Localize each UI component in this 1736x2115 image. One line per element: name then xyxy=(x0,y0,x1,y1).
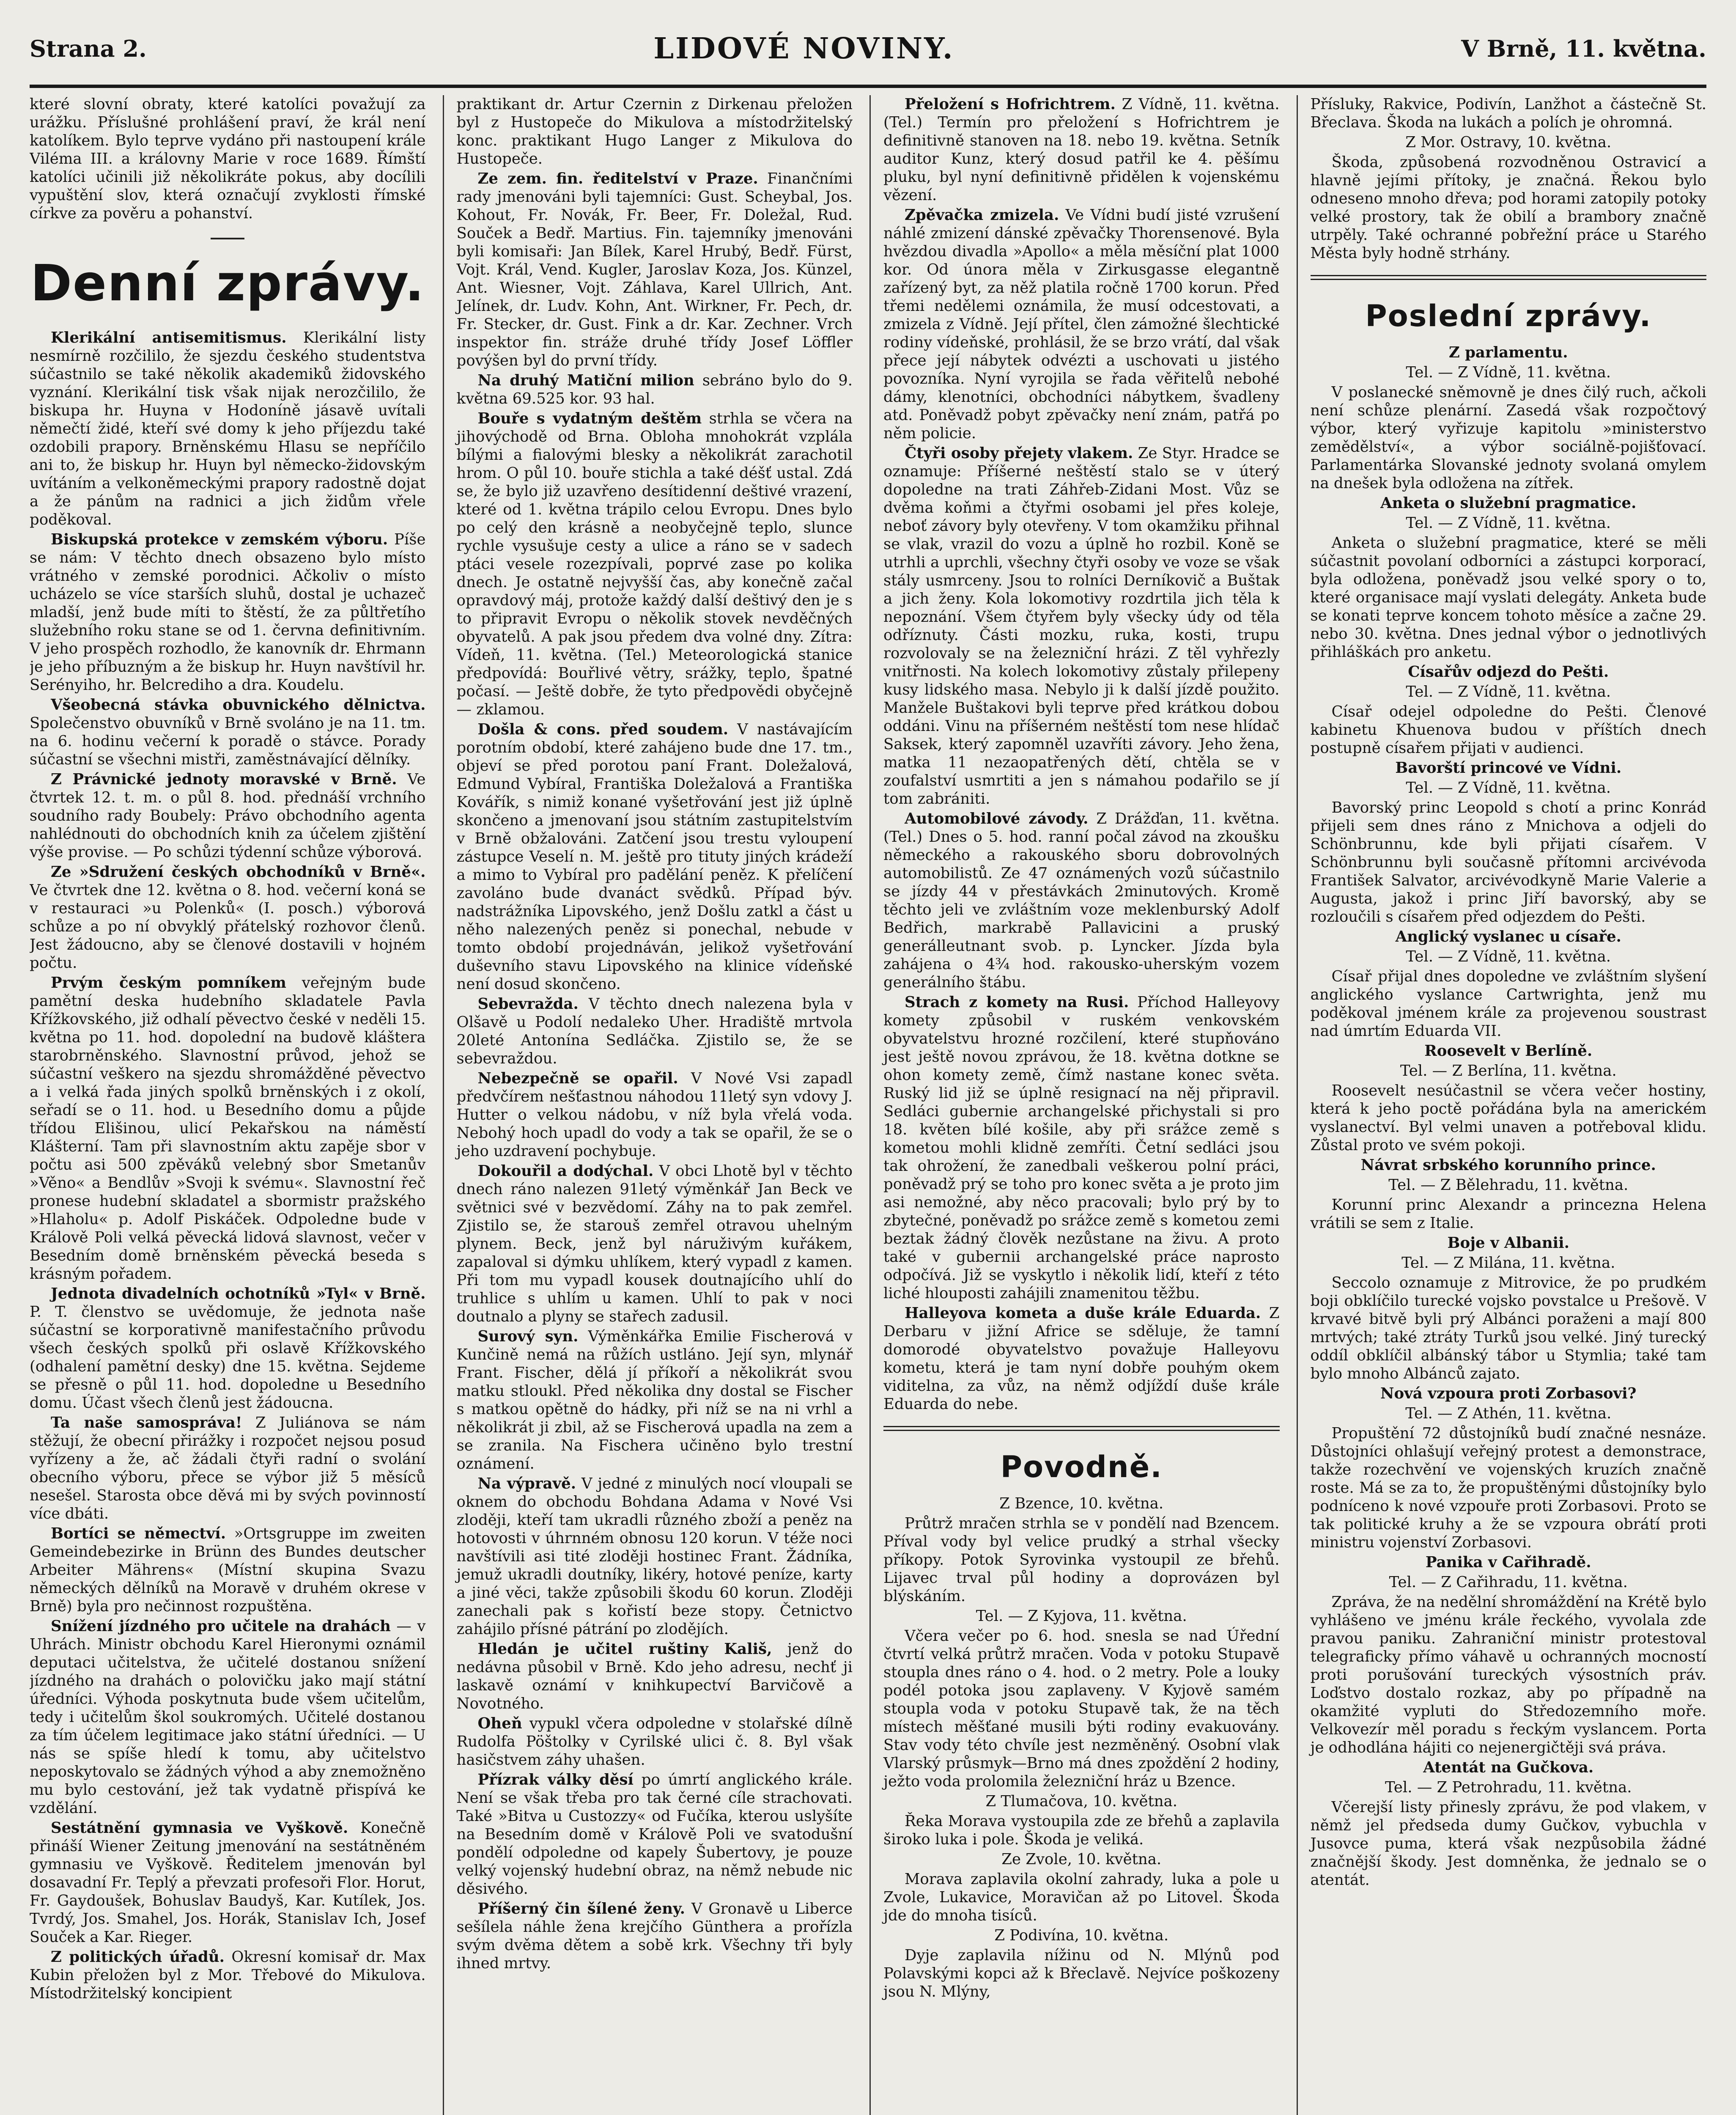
article-body: V poslanecké sněmovně je dnes čilý ruch, ačkoli není schůze plenární. Zasedá však rozpočtový výbor, který vyřizuje kapitolu »ministerstvo zemědělství«, a výbor sociálně-pojišťovací. Parlamentárka Slovanské jednoty svolaná omylem na dnešek byla odložena na zítřek. xyxy=(1310,384,1706,492)
dateline: Tel. — Z Milána, 11. května. xyxy=(1401,1254,1615,1272)
article xyxy=(457,995,853,1068)
article-body: Ve čtvrtek dne 12. května o 8. hod. večerní koná se v restauraci »u Polenků« (I. posch.) výborová schůze a po ní obvyklý přátelský rozhovor členů. Jest žádoucno, aby se členové dostavili v hojném počtu. xyxy=(30,882,426,972)
article-head: Prvým českým pomníkem xyxy=(51,974,286,992)
article-body: Ze Styr. Hradce se oznamuje: Příšerné neštěstí stalo se v úterý dopoledne na trati Záhřeb-Zidani Most. Vůz se dvěma koňmi a čtyřmi osobami jel přes koleje, neboť závory byly otevřeny. V tom okamžiku přihnal se vlak, vrazil do vozu a úplně ho rozbil. Koně se utrhli a uprchli, všechny čtyři osoby ve voze se však stály usmrceny. Jsou to rolníci Derníkovič a Buštak a jich ženy. Kola lokomotivy rozdrtila jich těla k nepoznání. Všem čtyřem byly všecky údy od těla odříznuty. Části mozku, ruka, kosti, trupu rozvolovaly se na železniční hrázi. Z těl vyhřezly vnitřnosti. Na kolech lokomotivy zůstaly přilepeny kusy lidského masa. Nebylo ji k další jízdě použito. Manžele Buštakovi byli teprve před krátkou dobou oddáni. Vinu na příšerném neštěstí tom nese hlídač Saksek, který zapomněl uzavříti závory. Jeho žena, matka 11 nezaopatřených dětí, chtěla se v zoufalství usmrtiti a jen s námahou podařilo se jí tom zabrániti. xyxy=(883,445,1280,808)
article-body: V nastávajícím porotním období, které zahájeno bude dne 17. tm., objeví se před porotou paní Frant. Doležalová, Edmund Vybíral, Františka Doležalová a Františka Kovářík, s nimiž konané vyšetřování jest již úplně skončeno a jmenovaní jsou státním zastupitelstvím v Brně obžalováni. Zatčení jsou trestu vyloupení zástupce Veselí n. M. ještě pro tituty jiných krádeží a mimo to Vybíral pro padělání peněz. K přelíčení zavoláno bude dvanáct svědků. Případ býv. nadstrážníka Lipovského, jenž Došlu zatkl a část u něho nalezených peněz si ponechal, nebude v tomto období projednáván, jelikož vyšetřování duševního stavu Lipovského na klinice vídeňské není dosud skončeno. xyxy=(456,721,853,993)
article-body: veřejným bude pamětní deska hudebního skladatele Pavla Křížkovského, již odhalí pěvectvo české v neděli 15. května po 11. hod. dopolední na budově kláštera starobrněnského. Slavnostní průvod, jehož se súčastní veškero na sjezdu shromážděné pěvectvo a i velká řada jiných spolků brněnských i z okolí, seřadí se o 11. hod. u Besedního domu a půjde třídou Elišinou, ulicí Pekařskou na náměstí Klášterní. Tam při slavnostním aktu zapěje sbor v počtu asi 500 zpěváků velebný sbor Smetanův »Věno« a Bendlův »Svoji k svému«. Slavnostní řeč pronese hudební skladatel a sbormistr pražského »Hlaholu« p. Adolf Piskáček. Odpoledne bude v Králově Poli velká pěvecká lidová slavnost, večer v Besedním domě brněnském pěvecká beseda s krásným pořadem. xyxy=(30,974,426,1283)
article-body: V obci Lhotě byl v těchto dnech ráno nalezen 91letý výměnkář Jan Beck ve světnici své v bezvědomí. Záhy na to pak zemřel. Zjistilo se, že starouš zemřel otravou uhelným plynem. Beck, jenž byl náruživým kuřákem, zapaloval si dýmku uhlíkem, který vypadl z kamen. Při tom mu vypadl kousek doutnajícího uhlí do truhlice s uhlím u kamen. Uhlí to pak v noci doutnalo a plyny se stařech zadusil. xyxy=(456,1162,853,1325)
article-head: Přeložení s Hofrichtrem. xyxy=(905,96,1116,113)
article-head: Čtyři osoby přejety vlakem. xyxy=(905,445,1133,462)
article-body: V Gronavě u Liberce sešílela náhle žena krejčího Günthera a prořízla svým dvěma dětem a sobě krk. Všechny tři byly ihned mrtvy. xyxy=(456,1900,853,1972)
article-head: Anketa o služební pragmatice. xyxy=(1380,494,1637,512)
article-body: Anketa o služební pragmatice, které se měli súčastnit povolaní odborníci a zástupci korporací, byla odložena, poněvadž jsou velké spory o to, které organisace mají vyslati delegáty. Anketa bude se konati teprve koncem tohoto měsíce a začne 29. nebo 30. května. Dnes jednal výbor o jednotlivých přihláškách pro anketu. xyxy=(1310,534,1706,661)
article-body: Příchod Halleyovy komety způsobil v ruském venkovském obyvatelstvu hrozné rozčilení, které stupňováno jest ještě novou zprávou, že 18. května dotkne se ohon komety země, čímž nastane konec světa. Ruský lid již se úplně resignací na něj připravil. Sedláci gubernie archangelské přichystali si pro 18. květen bílé košile, aby při srážce země s kometou mohli klidně zemříti. Četní sedláci jsou tak ohrožení, že zanedbali veškerou polní práci, poněvadž prý se toho pro konec světa a je proto jim asi nemožné, aby něco pracovali; bylo prý by to zbytečné, poněvadž po srážce země s kometou zemi beztak žádný člověk nezůstane na živu. A proto také v gubernii archangelské práce naprosto odpočívá. Již se vyskytlo i několik lidí, kteří z této liché hlouposti zahájili znamenitou těžbu. xyxy=(883,994,1280,1302)
article-head: Boje v Albanii. xyxy=(1447,1234,1569,1252)
article-body: Zpráva, že na nedělní shromáždění na Krétě bylo vyhlášeno ve jménu krále řeckého, vyvolala zde pravou paniku. Zahraniční ministr protestoval telegraficky přímo váhavě u ochranných mocností proti porušování tureckých výsostních práv. Loďstvo dostalo rozkaz, aby po případně na okamžité vypluti do Středozemního moře. Velkovezír měl poradu s řeckým vyslancem. Porta je odhodlána hájiti co nejenergičtěji svá práva. xyxy=(1310,1593,1706,1756)
article xyxy=(457,1714,853,1769)
article-head: Klerikální antisemitismus. xyxy=(51,329,287,346)
article-head: Roosevelt v Berlíně. xyxy=(1424,1042,1593,1060)
article-body: Bavorský princ Leopold s chotí a princ Konrád přijeli sem dnes ráno z Mnichova a odjeli do Schönbrunnu, kde byli přijati císařem. V Schönbrunnu byli současně přítomni arcivévoda František Salvator, arcivévodkyně Marie Valerie a Augusta, jakož i princ Jiří bavorský, aby se rozloučili s císařem před odjezdem do Pešti. xyxy=(1310,799,1706,926)
article xyxy=(30,1617,426,1817)
divider xyxy=(211,238,244,239)
article-body: V Nové Vsi zapadl předvčírem nešťastnou náhodou 11letý syn vdovy J. Hutter o velkou nádobu, v níž byla vřelá voda. Nebohý hoch upadl do vody a tak se opařil, že se o jeho uzdravení pochybuje. xyxy=(456,1070,853,1160)
article-body: Finančními rady jmenováni byli tajemníci: Gust. Scheybal, Jos. Kohout, Fr. Novák, Fr. Beer, Fr. Doležal, Rud. Souček a Bedř. Martius. Fin. tajemníky jmenováni byli komisaři: Jan Bílek, Karel Hrubý, Bedř. Fürst, Vojt. Král, Vend. Kugler, Jaroslav Koza, Jos. Künzel, Ant. Wiesner, Vojt. Záhlava, Karel Ullrich, Ant. Jelínek, dr. Ludv. Kohn, Ant. Wirkner, Fr. Pech, dr. Fr. Stecker, dr. Gust. Fink a dr. Kar. Zechner. Vrch inspektor fin. stráže druhé třídy Josef Löffler povýšen byl do první třídy. xyxy=(456,170,853,369)
dateline: Tel. — Z Vídně, 11. května. xyxy=(1406,779,1611,797)
article-body: Ve čtvrtek 12. t. m. o půl 8. hod. přednáší vrchního soudního rady Boubely: Právo obchodního agenta nahlédnouti do obchodních knih za účelem zjištění výše provise. — Po schůzi týdenní schůze výborová. xyxy=(30,771,426,861)
article-head: Z Právnické jednoty moravské v Brně. xyxy=(51,771,397,788)
column-1 xyxy=(30,95,426,2115)
article xyxy=(457,1162,853,1326)
article xyxy=(883,1304,1280,1413)
dateline: Z Tlumačova, 10. května. xyxy=(985,1793,1178,1810)
section-title-povodne: Povodně. xyxy=(1000,1450,1163,1484)
column-3 xyxy=(869,95,1280,2115)
article-body: Císař přijal dnes dopoledne ve zvláštním slyšení anglického vyslance Cartwrighta, jenž mu poděkoval jménem krále za projevenou soustrast nad úmrtím Eduarda VII. xyxy=(1310,968,1706,1040)
article-head: Příšerný čin šílené ženy. xyxy=(477,1900,686,1917)
article xyxy=(457,1900,853,1972)
article-head: Nová vzpoura proti Zorbasovi? xyxy=(1380,1385,1637,1402)
article xyxy=(30,1948,426,2002)
divider xyxy=(883,1426,1280,1431)
article-head: Snížení jízdného pro učitele na drahách xyxy=(51,1618,391,1635)
dateline: Tel. — Z Cařihradu, 11. května. xyxy=(1389,1574,1628,1591)
article-body: Korunní princ Alexandr a princezna Helena vrátili se sem z Italie. xyxy=(1310,1196,1706,1232)
column-2 xyxy=(443,95,853,2115)
article-head: Jednota divadelních ochotníků »Tyl« v Brně. xyxy=(51,1285,426,1302)
article xyxy=(457,1069,853,1160)
article-head: Atentát na Gučkova. xyxy=(1423,1759,1594,1776)
article xyxy=(883,95,1280,204)
article-body: Ve Vídni budí jisté vzrušení náhlé zmizení dánské zpěvačky Thorensenové. Byla hvězdou divadla »Apollo« a měla měsíční plat 1000 kor. Od února měla v Zirkusgasse elegantně zařízený byt, za něž platila ročně 1700 korun. Před třemi nedělemi oznámila, že musí odcestovati, a zmizela z Vídně. Její přítel, člen zámožné šlechtické rodiny vídeňské, prohlásil, že se brzo vrátí, dal však přece její nábytek odvézti a uschovati u jistého povozníka. Nyní vyrojila se řada věřitelů nebohé dámy, klenotníci, obchodníci nábytkem, švadleny atd. Poněvadž pobyt zpěvačky není znám, patřá po něm policie. xyxy=(883,206,1280,442)
article xyxy=(30,770,426,861)
article-body: Morava zaplavila okolní zahrady, luka a pole u Zvole, Lukavice, Moravičan až po Litovel. Škoda jde do mnoha tisíců. xyxy=(883,1871,1280,1924)
dateline: Tel. — Z Vídně, 11. května. xyxy=(1406,683,1611,700)
article-head: Návrat srbského korunního prince. xyxy=(1360,1156,1656,1174)
dateline: Tel. — Z Berlína, 11. května. xyxy=(1400,1062,1617,1079)
article-head: Z politických úřadů. xyxy=(51,1948,225,1966)
section-title-posledni-zpravy: Poslední zprávy. xyxy=(1365,299,1652,333)
article-head: Bavorští princové ve Vídni. xyxy=(1395,759,1622,777)
article-head: Ze zem. fin. ředitelství v Praze. xyxy=(477,170,758,187)
article-head: Zpěvačka zmizela. xyxy=(905,206,1059,224)
article xyxy=(457,95,853,168)
dateline: Z Mor. Ostravy, 10. května. xyxy=(1405,134,1612,151)
article-body: Roosevelt nesúčastnil se včera večer hostiny, která k jeho poctě pořádána byla na americkém vyslanectví. Byl velmi unaven a potřeboval klidu. Zůstal proto ve svém pokoji. xyxy=(1310,1082,1706,1154)
article-body: V těchto dnech nalezena byla v Olšavě u Podolí nedaleko Uher. Hradiště mrtvola 20leté Antonína Sedláčka. Zjistilo se, že se sebevraždou. xyxy=(456,995,853,1067)
place-date: V Brně, 11. května. xyxy=(1461,35,1706,62)
article xyxy=(457,720,853,993)
article-head: Bortíci se němectví. xyxy=(51,1525,226,1542)
article-body: Včerejší listy přinesly zprávu, že pod vlakem, v němž jel předseda dumy Gučkov, vybuchla v Jusovce puma, která však nezpůsobila žádné značnější škody. Jest domněnka, že jednalo se o atentát. xyxy=(1310,1799,1706,1889)
dateline: Tel. — Z Kyjova, 11. května. xyxy=(976,1607,1187,1625)
article xyxy=(30,1414,426,1523)
article-body: Přísluky, Rakvice, Podivín, Lanžhot a částečně St. Břeclava. Škoda na lukách a polích je ohromná. xyxy=(1310,96,1706,131)
divider xyxy=(1311,275,1707,280)
article-body: Konečně přináší Wiener Zeitung jmenování na sestátněném gymnasiu ve Vyškově. Ředitelem jmenován byl dosavadní Fr. Teplý a převzati profesoři Flor. Horut, Fr. Gaydoušek, Bohuslav Baudyš, Kar. Kutílek, Jos. Tvrdý, Jos. Smahel, Jos. Horák, Stanislav Ich, Josef Souček a Kar. Rieger. xyxy=(30,1819,426,1946)
dateline: Z Bzence, 10. května. xyxy=(999,1495,1164,1512)
article xyxy=(30,329,426,529)
dateline: Ze Zvole, 10. května. xyxy=(1001,1851,1162,1868)
article xyxy=(883,444,1280,808)
dateline: Tel. — Z Athén, 11. května. xyxy=(1405,1405,1612,1422)
article-head: Nebezpečně se opařil. xyxy=(477,1070,678,1087)
article-body: po úmrtí anglického krále. Není se však třeba pro tak černé cíle strachovati. Také »Bitva u Custozzy« od Fučíka, kterou uslyšíte na Besedním domě v Králově Poli ve svatodušní pondělí odpoledne od kapely Šubertovy, je pouze velký vojenský hudební obraz, na němž nebude nic děsivého. xyxy=(456,1771,853,1898)
masthead-rule xyxy=(30,85,1706,88)
article-body: Řeka Morava vystoupila zde ze břehů a zaplavila široko luka i pole. Škoda je veliká. xyxy=(883,1813,1280,1848)
article-head: Na výpravě. xyxy=(477,1475,576,1492)
article xyxy=(883,810,1280,992)
dateline: Z Podivína, 10. května. xyxy=(994,1927,1169,1944)
lead-paragraph: které slovní obraty, které katolíci považují za urážku. Příslušné prohlášení praví, že král není katolíkem. Bylo teprve vydáno při nastoupení krále Viléma III. a královny Marie v roce 1689. Římští katolíci učinili již několikráte pokus, aby docílili vypuštění slov, která označují zvyklosti římské církve za pověru a pohanství. xyxy=(30,96,426,222)
article xyxy=(30,696,426,769)
article-body: Okresní komisař dr. Max Kubin přeložen byl z Mor. Třebové do Mikulova. Místodržitelský koncipient xyxy=(30,1948,426,2002)
article-body: Klerikální listy nesmírně rozčililo, že sjezdu českého studentstva súčastnilo se také několik akademiků židovského vyznání. Klerikální tisk však nijak nerozčililo, že biskupa hr. Huyna v Hodoníně jásavě uvítali němečtí židé, kteří své domy k jeho příjezdu také ozdobili prapory. Brněnskému Hlasu se nepříčilo ani to, že biskup hr. Huyn byl německo-židovským uvítáním a velkoněmeckými prapory radostně dojat a že pánům na radnici a jich židům vřele poděkoval. xyxy=(30,329,426,528)
article-body: — v Uhrách. Ministr obchodu Karel Hieronymi oznámil deputaci učitelstva, že učitelé dostanou snížení jízdného na drahách o polovičku jako mají státní úředníci. Výhoda poskytnuta bude všem učitelům, tedy i učitelům škol soukromých. Učitelé dostanou za tím účelem legitimace jako státní úředníci. — U nás se spíše hledí k tomu, aby učitelstvo neposkytovalo se žádných výhod a aby znemožněno mu bylo cestování, jež tak vydatně přispívá ke vzdělání. xyxy=(30,1618,426,1817)
article-body: vypukl včera odpoledne v stolařské dílně Rudolfa Pöštolky v Cyrilské ulici č. 8. Byl však hasičstvem záhy uhašen. xyxy=(456,1715,853,1769)
article-body: Seccolo oznamuje z Mitrovice, že po prudkém boji obklíčilo turecké vojsko povstalce u Prešově. V krvavé bitvě byli prý Albánci poraženi a mají 800 mrtvých; také ztráty Turků jsou velké. Jiný turecký oddíl obklíčil albánský tábor u Stymlia; také tam bylo mnoho Albánců zajato. xyxy=(1310,1274,1706,1382)
article-body: strhla se včera na jihovýchodě od Brna. Obloha mnohokrát vzplála bílými a fialovými blesky a několikrát zarachotil hrom. O půl 10. bouře stichla a také déšť ustal. Zdá se, že bylo již uzavřeno desítidenní deštivé vrazení, které od 1. května trápilo celou Evropu. Dnes bylo po celý den krásně a neobyčejně teplo, slunce rychle vysušuje cesty a ulice a ráno se v sadech ptáci vesele rozezpívali, poprvé zase po kolika dnech. Je ostatně nejvyšší čas, aby konečně začal opravdový máj, protože každý další deštivý den je s to připravit Evropu o několik stovek nevděčných obyvatelů. A pak jsou předem dva volné dny. Zítra: Vídeň, 11. května. (Tel.) Meteorologická stanice předpovídá: Bouřlivé větry, srážky, teplo, špatné počasí. — Ještě dobře, že tyto předpovědi obyčejně — zklamou. xyxy=(456,410,853,718)
article xyxy=(30,1819,426,1946)
article xyxy=(457,409,853,719)
article-body: Z Derbaru v jižní Africe se sděluje, že tamní domorodé obyvatelstvo považuje Halleyovu kometu, která je tam nyní dobře pouhým okem viditelna, za vůz, na němž odjíždí duše krále Eduarda do nebe. xyxy=(883,1305,1280,1413)
article xyxy=(30,974,426,1283)
dateline: Tel. — Z Petrohradu, 11. května. xyxy=(1385,1779,1632,1796)
article xyxy=(30,1524,426,1615)
article-body: Propuštění 72 důstojníků budí značné nesnáze. Důstojníci ohlašují veřejný protest a demonstrace, takže rozechvění ve vojenských kruzích značně roste. Má se za to, že propuštěnými důstojníky bylo podníceno k nové vzpouře proti Zorbasovi. Proto se tak politické kruhy a že se vzpoura obrátí proti ministru vojenství Zorbasovi. xyxy=(1310,1425,1706,1551)
article-head: Přízrak války děsí xyxy=(477,1771,634,1788)
article-body: Včera večer po 6. hod. snesla se nad Úřední čtvrtí velká průtrž mračen. Voda v potoku Stupavě stoupla dnes ráno o 4. hod. o 2 metry. Pole a louky podél potoka jsou zaplaveny. V Kyjově samém stoupla voda v potoku Stupavě tak, že na těch místech měšťané musili býti rodiny evakuovány. Stav vody této chvíle jest nezměněný. Osobní vlak Vlarský průsmyk—Brno má dnes zpoždění 2 hodiny, ježto voda prolomila železniční hráz u Bzence. xyxy=(883,1627,1280,1790)
article xyxy=(457,1327,853,1473)
article-body: Výměnkářka Emilie Fischerová v Kunčině nemá na růžích ustláno. Její syn, mlynář Frant. Fischer, dělá jí příkoří a několikrát svou matku stloukl. Před několika dny dostal se Fischer s matkou opětně do hádky, při níž se na ni vrhl a několikrát ji zbil, až se Fischerová upadla na zem a se zranila. Na Fischera učiněno bylo trestní oznámení. xyxy=(456,1328,853,1472)
article-head: Automobilové závody. xyxy=(905,810,1089,827)
article-head: Bouře s vydatným deštěm xyxy=(477,410,702,427)
page-number: Strana 2. xyxy=(30,35,147,62)
dateline: Tel. — Z Bělehradu, 11. května. xyxy=(1388,1176,1629,1194)
masthead xyxy=(30,17,1706,80)
article-body: V jedné z minulých nocí vloupali se oknem do obchodu Bohdana Adama v Nové Vsi zloději, kteří tam ukradli různého zboží a peněz na hotovosti v úhrnném obnosu 120 korun. V téže noci navštívili asi tité zloději hostinec Frant. Žádníka, jemuž ukradli doutníky, likéry, hotové peníze, karty a jiné věci, takže způsobili škodu 60 korun. Zloději zanechali pak s kořistí beze stopy. Četnictvo zahájilo přísné pátrání po zlodějích. xyxy=(456,1475,853,1638)
article xyxy=(457,1475,853,1638)
article xyxy=(457,371,853,408)
article-head: Sestátnění gymnasia ve Vyškově. xyxy=(51,1819,348,1837)
article-body: Průtrž mračen strhla se v pondělí nad Bzencem. Příval vody byl velice prudký a strhal všecky příkopy. Potok Syrovinka vystoupil ze břehů. Lijavec trval půl hodiny a doprovázen byl blýskáním. xyxy=(883,1515,1280,1605)
article xyxy=(883,206,1280,442)
article-head: Na druhý Matiční milion xyxy=(477,372,694,389)
article xyxy=(30,863,426,972)
article xyxy=(457,1771,853,1898)
article-body: sebráno bylo do 9. května 69.525 kor. 93 hal. xyxy=(456,372,853,407)
dateline: Tel. — Z Vídně, 11. května. xyxy=(1406,364,1611,381)
article-head: Panika v Cařihradě. xyxy=(1425,1554,1591,1571)
article-head: Ta naše samospráva! xyxy=(51,1414,242,1431)
article-body: Z Drážďan, 11. května. (Tel.) Dnes o 5. hod. ranní počal závod na zkoušku německého a rakouského sboru dobrovolných automobilistů. Ze 47 oznámených vozů súčastnilo se jízdy 44 v přestávkách 2minutových. Kromě těchto jeli ve zvláštním voze meklenburský Adolf Bedřich, markrabě Pallavicini a pruský generálleutnant svob. p. Lyncker. Jízda byla zahájena o 4¾ hod. rakousko-uherským vozem generálního štábu. xyxy=(883,810,1280,991)
article xyxy=(30,1285,426,1412)
section-title-denni-zpravy: Denní zprávy. xyxy=(30,254,425,312)
article-head: Strach z komety na Rusi. xyxy=(905,994,1129,1011)
dateline: Tel. — Z Vídně, 11. května. xyxy=(1406,948,1611,965)
article-head: Všeobecná stávka obuvnického dělnictva. xyxy=(51,696,426,714)
dateline: Tel. — Z Vídně, 11. května. xyxy=(1406,514,1611,532)
article xyxy=(457,170,853,370)
columns xyxy=(30,95,1706,2115)
article-head: Halleyova kometa a duše krále Eduarda. xyxy=(905,1305,1261,1322)
article-head: Surový syn. xyxy=(477,1328,579,1345)
article-body: Dyje zaplavila nížinu od N. Mlýnů pod Polavskými kopci až k Břeclavě. Nejvíce poškozeny jsou N. Mlýny, xyxy=(883,1947,1280,2000)
article-body: Škoda, způsobená rozvodněnou Ostravicí a hlavně jejími přítoky, je značná. Řekou bylo odneseno mnoho dřeva; pod horami zatopily potoky velké prostory, tak že obilí a brambory značně utrpěly. Také ochranné pobřežní práce u Starého Města byly hodně strhány. xyxy=(1310,154,1706,262)
article-head: Hledán je učitel ruštiny Kališ, xyxy=(477,1640,772,1658)
article-body: P. T. členstvo se uvědomuje, že jednota naše súčastní se korporativně manifestačního průvodu všech českých spolků při oslavě Křížkovského (odhalení pamětní desky) dne 15. května. Sejdeme se přesně o půl 11. hod. dopoledne u Besedního domu. Účast všech členů jest žádoucna. xyxy=(30,1303,426,1412)
article-body: Píše se nám: V těchto dnech obsazeno bylo místo vrátného v zemské porodnici. Ačkoliv o místo ucházelo se více starších sluhů, dostal je uchazeč mladší, jenž bude míti to štěstí, že za půltřetího služebního roku stane se od 1. června definitivním. V jeho prospěch rozhodlo, že kanovník dr. Ehrmann je jeho příbuzným a že biskup hr. Huyn navštívil hr. Serényiho, hr. Belcrediho a dra. Koudelu. xyxy=(30,531,426,694)
article-head: Došla & cons. před soudem. xyxy=(477,721,729,738)
article-head: Biskupská protekce v zemském výboru. xyxy=(51,531,388,548)
article xyxy=(30,530,426,694)
article-head: Anglický vyslanec u císaře. xyxy=(1395,928,1621,945)
article-body: Císař odejel odpoledne do Pešti. Členové kabinetu Khuenova budou v příštích dnech postupně císařem přijati v audienci. xyxy=(1310,703,1706,757)
article-head: Ze »Sdružení českých obchodníků v Brně«. xyxy=(51,863,426,881)
article-head: Císařův odjezd do Pešti. xyxy=(1408,663,1609,681)
article-body: jenž do nedávna působil v Brně. Kdo jeho adresu, nechť ji laskavě oznámí v knihkupectví Barvičově a Novotného. xyxy=(456,1640,853,1712)
article-head: Sebevražda. xyxy=(477,995,579,1013)
column-4 xyxy=(1297,95,1707,2115)
article xyxy=(457,1640,853,1713)
article-body: praktikant dr. Artur Czernin z Dirkenau přeložen byl z Hustopeče do Mikulova a místodržitelský konc. praktikant Hugo Langer z Mikulova do Hustopeče. xyxy=(456,96,853,168)
article-body: Společenstvo obuvníků v Brně svoláno je na 11. tm. na 6. hodinu večerní k poradě o stávce. Porady súčastní se všechni mistři, zaměstnávající dělníky. xyxy=(30,714,426,768)
article xyxy=(883,993,1280,1302)
article-head: Oheň xyxy=(477,1715,522,1732)
article-body: Z Juliánova se nám stěžují, že obecní přirážky i rozpočet nejsou posud vyřízeny a že, ač žádali čtyři radní o svolání obecního výboru, přece se výbor již 5 měsíců nesešel. Starosta obce děvá mi by svých povinností více dbáti. xyxy=(30,1414,426,1522)
article-head: Z parlamentu. xyxy=(1448,344,1568,361)
newspaper-title: LIDOVÉ NOVINY. xyxy=(653,32,954,66)
article-head: Dokouřil a dodýchal. xyxy=(477,1162,654,1180)
article-body: Z Vídně, 11. května. (Tel.) Termín pro přeložení s Hofrichtrem je definitivně stanoven na 18. nebo 19. května. Setník auditor Kunz, který dosud patřil ke 4. pěšímu pluku, byl nyní definitivně přidělen k vojenskému vězení. xyxy=(883,96,1280,204)
article-body: »Ortsgruppe im zweiten Gemeindebezirke in Brünn des Bundes deutscher Arbeiter Mährens« (Místní skupina Svazu německých dělníků na Moravě v druhém okrese v Brně) byla pro nečinnost rozpuštěna. xyxy=(30,1525,426,1615)
